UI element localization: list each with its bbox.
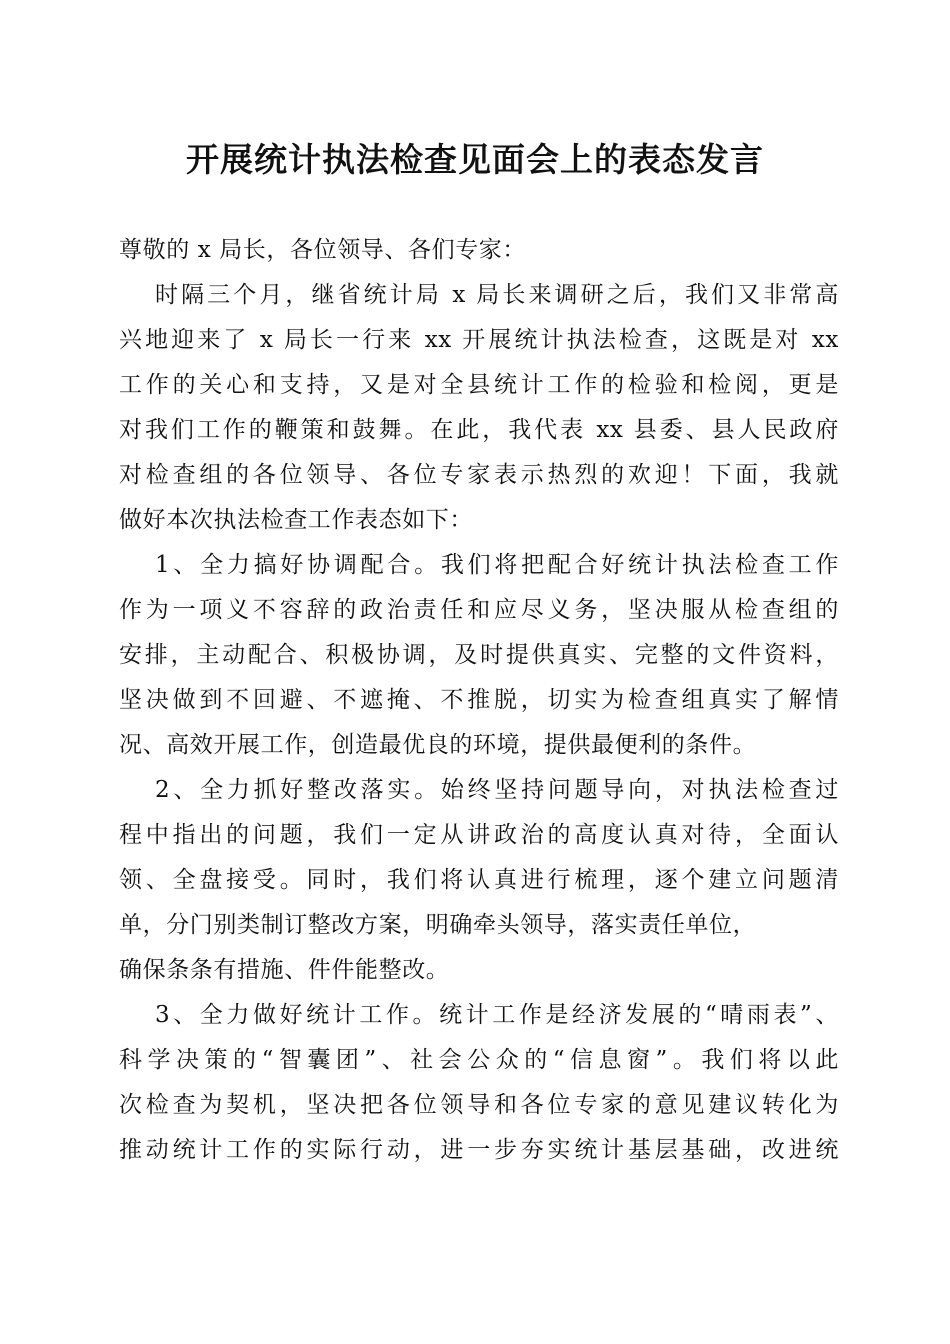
salutation: 尊敬的 x 局长，各位领导、各们专家： xyxy=(119,237,526,263)
paragraph-item-1-line: 作为一项义不容辞的政治责任和应尽义务，坚决服从检查组的 xyxy=(119,597,839,623)
paragraph-intro-line: 兴地迎来了 x 局长一行来 xx 开展统计执法检查，这既是对 xx xyxy=(119,327,839,353)
paragraph-intro-line: 时隔三个月，继省统计局 x 局长来调研之后，我们又非常高 xyxy=(155,282,839,308)
paragraph-item-2-line: 确保条条有措施、件件能整改。 xyxy=(119,957,450,983)
paragraph-intro-line: 对检查组的各位领导、各位专家表示热烈的欢迎！下面，我就 xyxy=(119,462,839,488)
paragraph-item-1-line: 1、全力搞好协调配合。我们将把配合好统计执法检查工作 xyxy=(155,552,839,578)
paragraph-intro-line: 对我们工作的鞭策和鼓舞。在此，我代表 xx 县委、县人民政府 xyxy=(119,417,839,443)
page-title: 开展统计执法检查见面会上的表态发言 xyxy=(186,140,764,179)
paragraph-item-3-line: 次检查为契机，坚决把各位领导和各位专家的意见建议转化为 xyxy=(119,1092,839,1118)
paragraph-item-3-line: 3、全力做好统计工作。统计工作是经济发展的“晴雨表”、 xyxy=(155,1002,839,1028)
paragraph-intro-line: 做好本次执法检查工作表态如下： xyxy=(119,507,473,533)
document-body xyxy=(119,228,839,1173)
paragraph-item-3-line: 科学决策的“智囊团”、社会公众的“信息窗”。我们将以此 xyxy=(119,1047,839,1073)
paragraph-item-2-line: 领、全盘接受。同时，我们将认真进行梳理，逐个建立问题清 xyxy=(119,867,839,893)
paragraph-item-1-line: 坚决做到不回避、不遮掩、不推脱，切实为检查组真实了解情 xyxy=(119,687,839,713)
paragraph-intro-line: 工作的关心和支持，又是对全县统计工作的检验和检阅，更是 xyxy=(119,372,839,398)
paragraph-item-1-line: 况、高效开展工作，创造最优良的环境，提供最便利的条件。 xyxy=(119,732,757,758)
paragraph-item-2-line: 单，分门别类制订整改方案，明确牵头领导，落实责任单位， xyxy=(119,912,757,938)
paragraph-item-2-line: 程中指出的问题，我们一定从讲政治的高度认真对待，全面认 xyxy=(119,822,839,848)
paragraph-item-3-line: 推动统计工作的实际行动，进一步夯实统计基层基础，改进统 xyxy=(119,1137,839,1163)
paragraph-item-2-line: 2、全力抓好整改落实。始终坚持问题导向，对执法检查过 xyxy=(155,777,839,803)
paragraph-item-1-line: 安排，主动配合、积极协调，及时提供真实、完整的文件资料， xyxy=(119,642,839,668)
